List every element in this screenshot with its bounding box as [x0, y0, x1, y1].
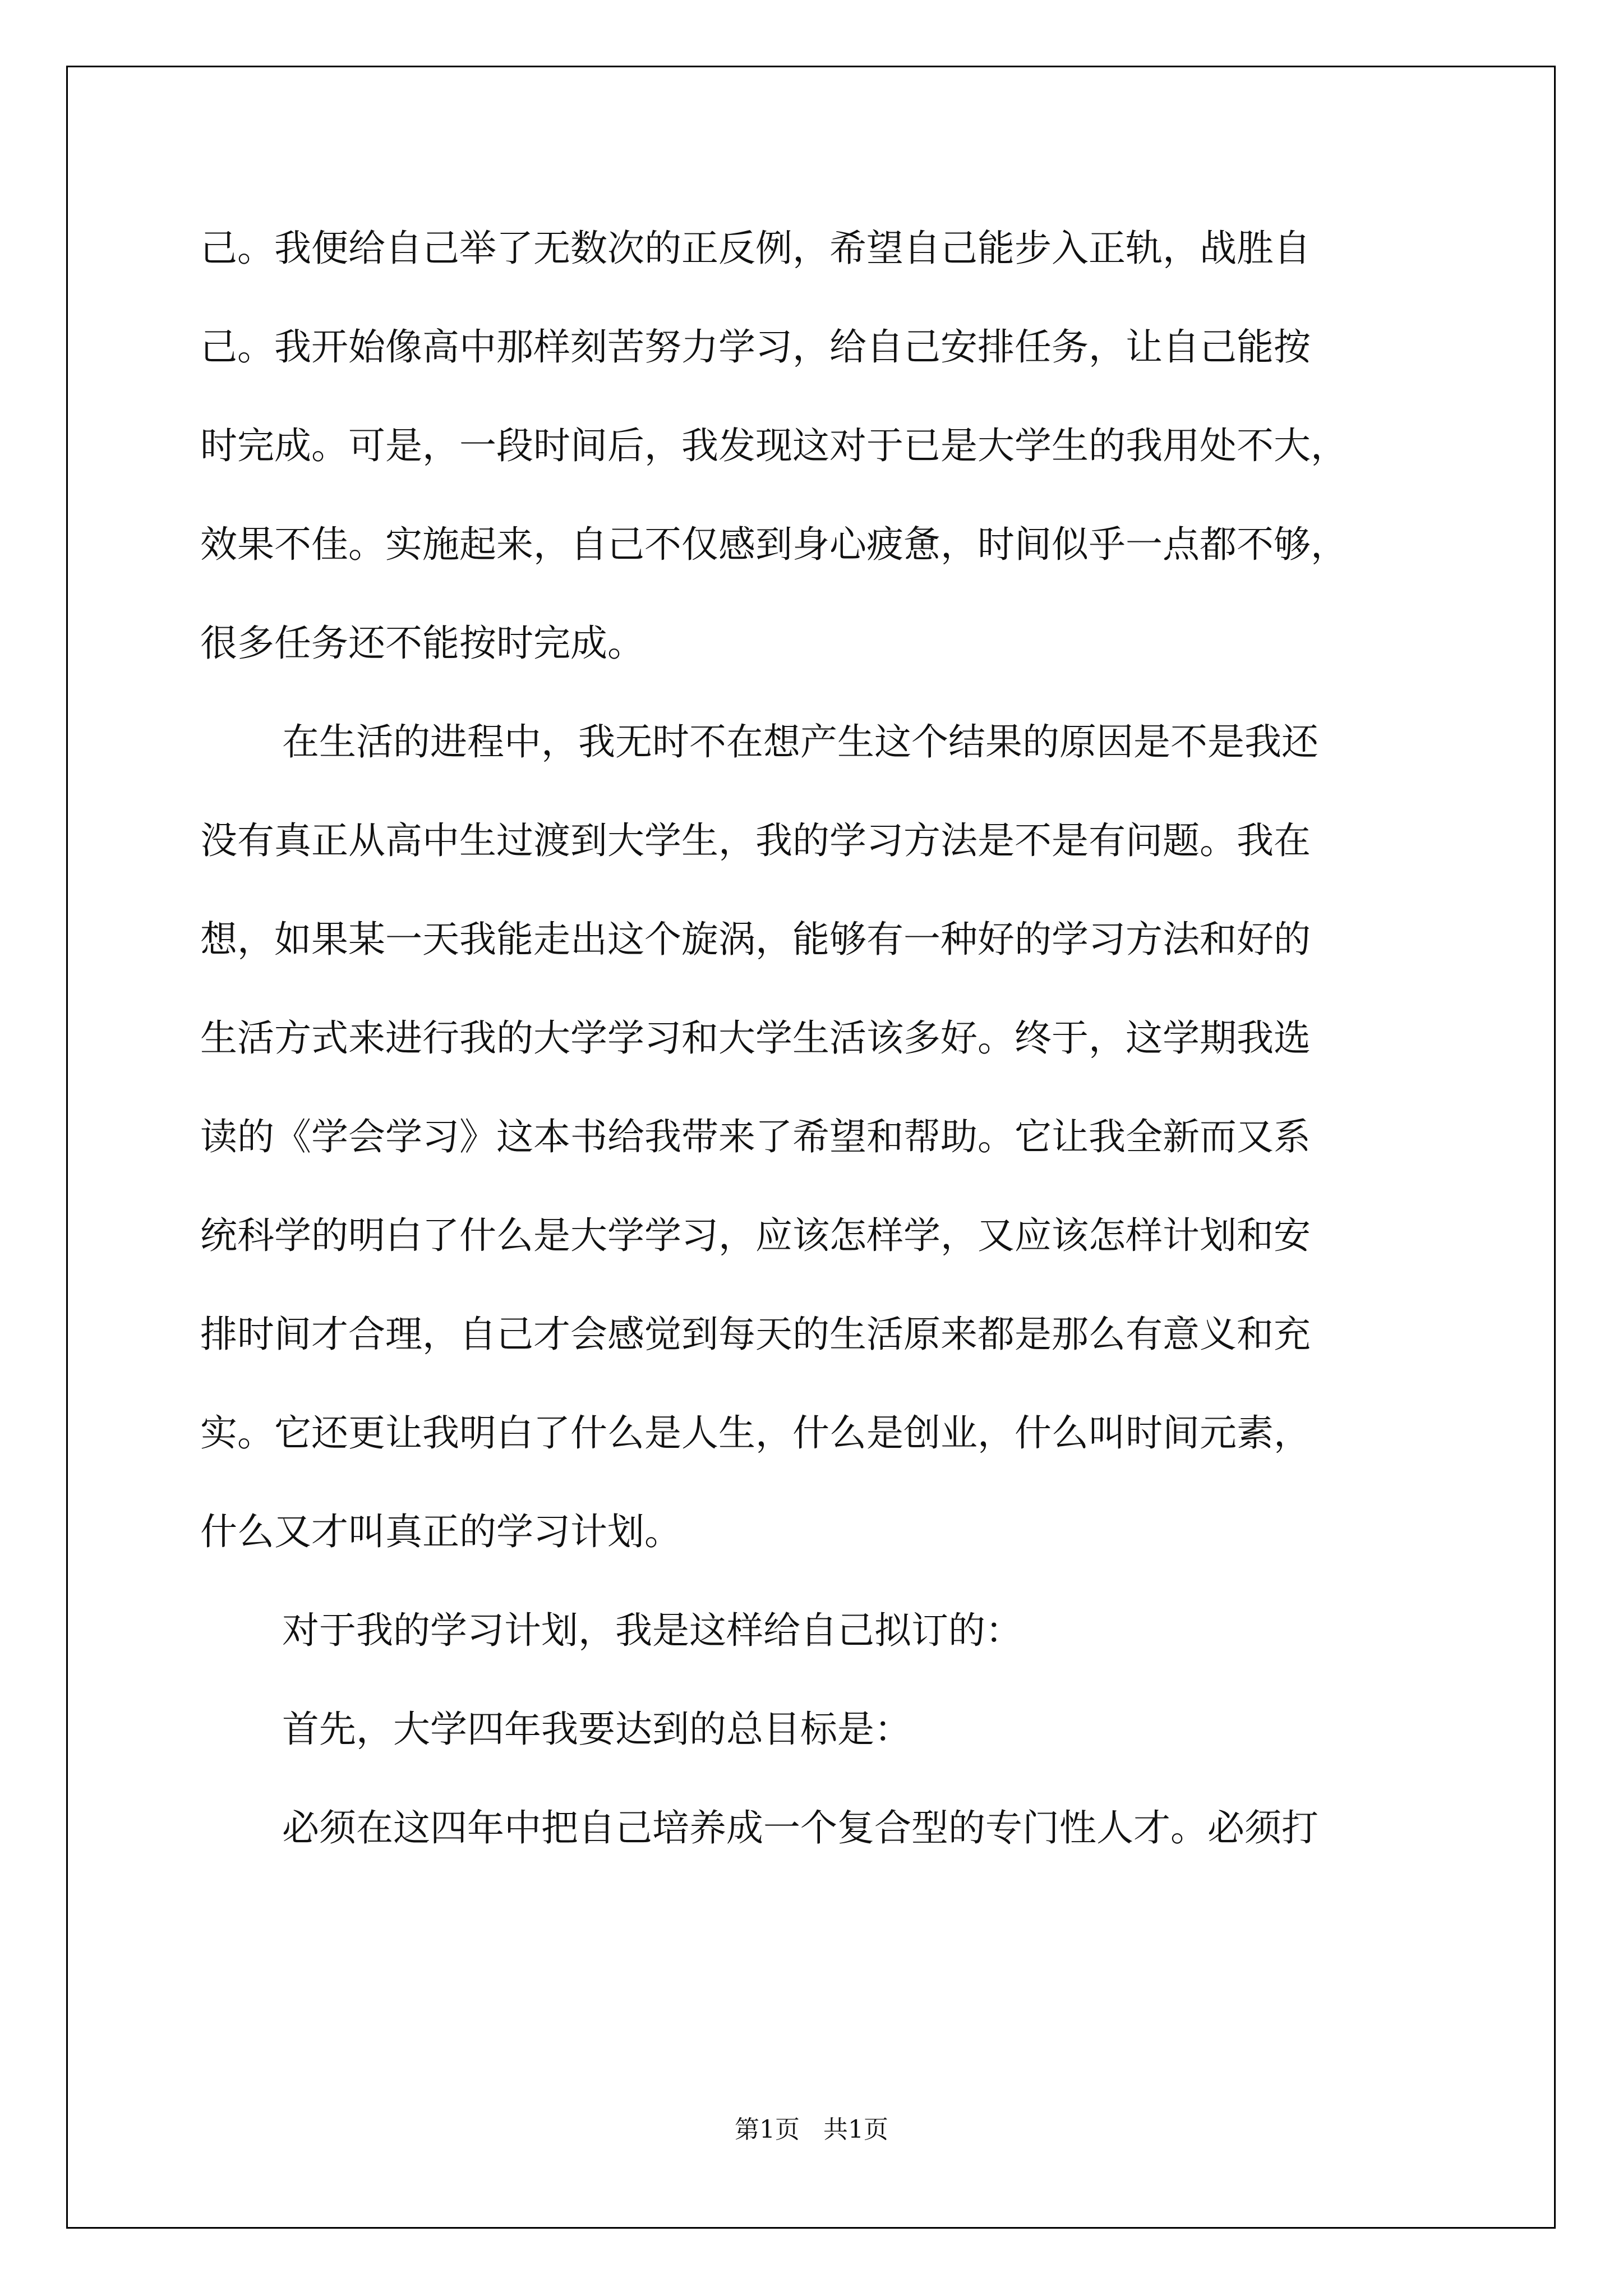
text-line: 在生活的进程中，我无时不在想产生这个结果的原因是不是我还 — [282, 720, 1318, 763]
text-line: 对于我的学习计划，我是这样给自己拟订的： — [282, 1609, 1022, 1652]
text-line: 己。我开始像高中那样刻苦努力学习，给自己安排任务，让自己能按 — [200, 325, 1311, 369]
text-line: 必须在这四年中把自己培养成一个复合型的专门性人才。必须打 — [282, 1806, 1318, 1849]
text-line: 读的《学会学习》这本书给我带来了希望和帮助。它让我全新而又系 — [200, 1115, 1311, 1158]
text-line: 效果不佳。实施起来，自己不仅感到身心疲惫，时间似乎一点都不够， — [200, 523, 1348, 566]
text-line: 想，如果某一天我能走出这个旋涡，能够有一种好的学习方法和好的 — [200, 918, 1311, 961]
document-body — [200, 199, 1456, 1878]
text-line: 没有真正从高中生过渡到大学生，我的学习方法是不是有问题。我在 — [200, 819, 1311, 862]
text-line: 首先，大学四年我要达到的总目标是： — [282, 1708, 911, 1751]
text-line: 时完成。可是，一段时间后，我发现这对于已是大学生的我用处不大， — [200, 424, 1348, 467]
text-line: 己。我便给自己举了无数次的正反例，希望自己能步入正轨，战胜自 — [200, 227, 1311, 270]
text-line: 什么又才叫真正的学习计划。 — [200, 1510, 681, 1553]
text-line: 排时间才合理，自己才会感觉到每天的生活原来都是那么有意义和充 — [200, 1313, 1311, 1356]
text-line: 生活方式来进行我的大学学习和大学生活该多好。终于，这学期我选 — [200, 1016, 1311, 1060]
text-line: 统科学的明白了什么是大学学习，应该怎样学，又应该怎样计划和安 — [200, 1214, 1311, 1257]
text-line: 实。它还更让我明白了什么是人生，什么是创业，什么叫时间元素， — [200, 1411, 1311, 1455]
page-footer: 第1页 共1页 — [735, 2115, 888, 2144]
text-line: 很多任务还不能按时完成。 — [200, 622, 644, 665]
